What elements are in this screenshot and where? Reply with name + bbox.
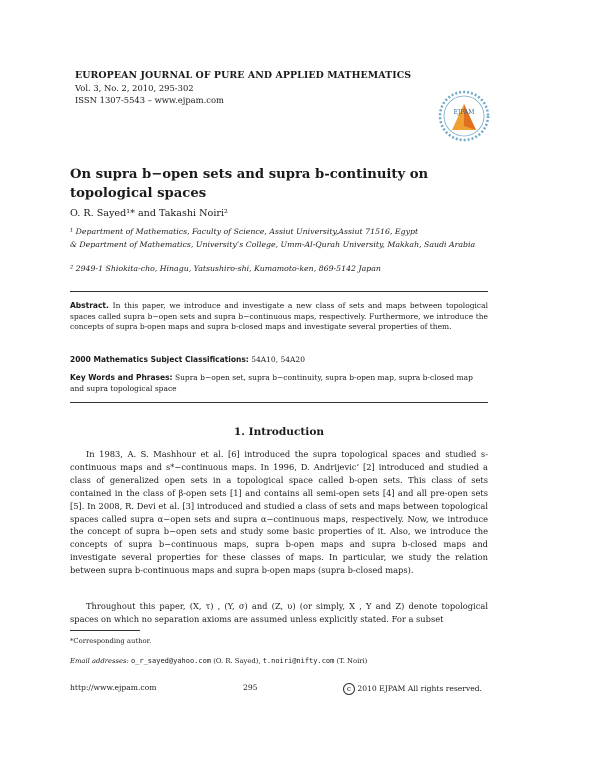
copyright-text: 2010 EJPAM All rights reserved.	[357, 684, 482, 693]
copyright-icon: c	[343, 683, 355, 695]
top-rule	[70, 291, 488, 292]
intro-paragraph-2: Throughout this paper, (X, τ) , (Y, σ) and (Z, υ) (or simply, X , Y and Z) denote topological spaces on which no separation axioms are assumed unless explicitly stated. For a subset	[70, 601, 488, 624]
email-label: Email addresses:	[70, 657, 129, 665]
keywords	[70, 373, 488, 394]
msc-label: 2000 Mathematics Subject Classifications:	[70, 355, 249, 364]
corresponding-note: *Corresponding author.	[70, 637, 152, 645]
logo-text: EJPAM	[453, 109, 475, 116]
page-number: 295	[243, 683, 258, 692]
abstract-label: Abstract.	[70, 301, 109, 310]
issn-info: ISSN 1307-5543 – www.ejpam.com	[75, 95, 224, 105]
ejpam-logo	[438, 90, 490, 142]
email-noiri[interactable]: t.noiri@nifty.com	[262, 657, 335, 665]
authors: O. R. Sayed¹* and Takashi Noiri²	[70, 208, 228, 219]
keywords-text: Supra b−open set, supra b−continuity, supra b-open map, supra b-closed map and supra topological space	[70, 373, 473, 393]
affiliation-1b: & Department of Mathematics, University’s College, Umm-Al-Qurah University, Makkah, Saudi Arabia	[70, 240, 476, 249]
abstract	[70, 301, 488, 333]
footnote-rule	[70, 630, 140, 631]
paper-title: On supra b−open sets and supra b-continuity on topological spaces	[70, 167, 429, 201]
email-sayed-name: (O. R. Sayed),	[213, 657, 261, 665]
abstract-text: In this paper, we introduce and investigate a new class of sets and maps between topological spaces called supra b−open sets and supra b−continuous maps, respectively. Furthermore, we introduce the concepts of supra b-open maps and supra b-closed maps and investigate several properties of them.	[70, 301, 488, 332]
affiliation-1: ¹ Department of Mathematics, Faculty of Science, Assiut University,Assiut 71516, Egypt	[70, 227, 419, 236]
email-noiri-name: (T. Noiri)	[336, 657, 368, 665]
affiliation-2: ² 2949-1 Shiokita-cho, Hinagu, Yatsushiro-shi, Kumamoto-ken, 869-5142 Japan	[70, 264, 381, 273]
email-sayed[interactable]: o_r_sayed@yahoo.com	[130, 657, 212, 665]
journal-name: EUROPEAN JOURNAL OF PURE AND APPLIED MATHEMATICS	[75, 70, 412, 81]
section-heading: 1. Introduction	[233, 426, 325, 438]
intro-paragraph-1: In 1983, A. S. Mashhour et al. [6] introduced the supra topological spaces and studied s-continuous maps and s*−continuous maps. In 1996, D. Andrijevic’ [2] introduced and studied a class of generalized open sets in a topological space called b-open sets. This class of sets contained in the class of β-open sets [1] and contains all semi-open sets [4] and all pre-open sets [5]. In 2008, R. Devi et al. [3] introduced and studied a class of sets and maps between topological spaces called supra α−open sets and supra α−continuous maps, respectively. Now, we introduce the concept of supra b−open sets and study some basic properties of it. Also, we introduce the concepts of supra b−continuous maps, supra b-open maps and supra b-closed maps and investigate several properties for these classes of maps. In particular, we study the relation between supra b-continuous maps and supra b-open maps (supra b-closed maps).	[70, 449, 488, 576]
footer-copyright	[343, 683, 482, 695]
email-line	[70, 657, 367, 665]
keywords-label: Key Words and Phrases:	[70, 373, 173, 382]
footer-url[interactable]: http://www.ejpam.com	[70, 683, 157, 692]
msc	[70, 355, 488, 364]
msc-text: 54A10, 54A20	[251, 355, 305, 364]
volume-info: Vol. 3, No. 2, 2010, 295-302	[75, 83, 194, 93]
bottom-rule	[70, 402, 488, 403]
